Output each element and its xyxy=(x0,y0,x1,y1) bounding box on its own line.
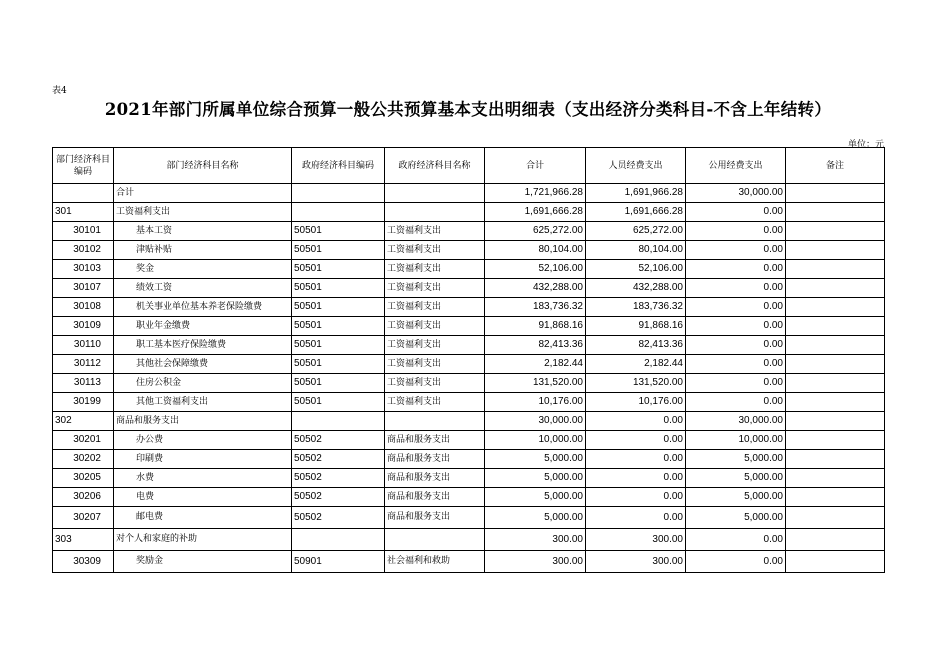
cell-dept-code: 30309 xyxy=(53,551,114,573)
cell-total: 10,176.00 xyxy=(485,393,586,412)
table-row xyxy=(53,260,885,279)
unit-label: 单位：元 xyxy=(847,140,884,150)
cell-remark xyxy=(786,298,885,317)
cell-gov-name: 商品和服务支出 xyxy=(385,469,485,488)
cell-gov-name: 工资福利支出 xyxy=(385,374,485,393)
table-row xyxy=(53,412,885,431)
cell-total: 432,288.00 xyxy=(485,279,586,298)
cell-dept-name: 基本工资 xyxy=(114,222,292,241)
cell-remark xyxy=(786,222,885,241)
cell-total: 300.00 xyxy=(485,551,586,573)
cell-dept-code: 30113 xyxy=(53,374,114,393)
cell-personnel: 131,520.00 xyxy=(586,374,686,393)
header-personnel: 人员经费支出 xyxy=(586,148,686,184)
cell-total: 82,413.36 xyxy=(485,336,586,355)
cell-gov-name: 工资福利支出 xyxy=(385,260,485,279)
cell-gov-code: 50501 xyxy=(292,393,385,412)
cell-total: 5,000.00 xyxy=(485,469,586,488)
cell-dept-code: 30109 xyxy=(53,317,114,336)
cell-total: 52,106.00 xyxy=(485,260,586,279)
cell-gov-name: 工资福利支出 xyxy=(385,393,485,412)
cell-gov-name: 工资福利支出 xyxy=(385,241,485,260)
cell-dept-code: 30112 xyxy=(53,355,114,374)
cell-total: 2,182.44 xyxy=(485,355,586,374)
cell-total: 625,272.00 xyxy=(485,222,586,241)
table-row xyxy=(53,469,885,488)
cell-gov-code: 50502 xyxy=(292,431,385,450)
cell-gov-name: 商品和服务支出 xyxy=(385,507,485,529)
cell-dept-name: 住房公积金 xyxy=(114,374,292,393)
cell-personnel: 1,691,966.28 xyxy=(586,184,686,203)
cell-dept-code: 30201 xyxy=(53,431,114,450)
cell-dept-code: 301 xyxy=(53,203,114,222)
cell-gov-name xyxy=(385,184,485,203)
cell-dept-name: 商品和服务支出 xyxy=(114,412,292,431)
cell-personnel: 0.00 xyxy=(586,450,686,469)
cell-remark xyxy=(786,507,885,529)
cell-gov-code xyxy=(292,529,385,551)
cell-gov-name xyxy=(385,529,485,551)
cell-dept-name: 印刷费 xyxy=(114,450,292,469)
cell-dept-code xyxy=(53,184,114,203)
cell-public: 5,000.00 xyxy=(686,450,786,469)
cell-dept-code: 303 xyxy=(53,529,114,551)
table-row xyxy=(53,374,885,393)
cell-public: 0.00 xyxy=(686,298,786,317)
cell-total: 183,736.32 xyxy=(485,298,586,317)
cell-total: 5,000.00 xyxy=(485,488,586,507)
cell-remark xyxy=(786,412,885,431)
cell-total: 300.00 xyxy=(485,529,586,551)
cell-gov-name: 商品和服务支出 xyxy=(385,488,485,507)
cell-remark xyxy=(786,469,885,488)
cell-personnel: 432,288.00 xyxy=(586,279,686,298)
cell-remark xyxy=(786,355,885,374)
cell-gov-name xyxy=(385,203,485,222)
cell-total: 91,868.16 xyxy=(485,317,586,336)
cell-personnel: 1,691,666.28 xyxy=(586,203,686,222)
cell-dept-name: 职工基本医疗保险缴费 xyxy=(114,336,292,355)
table-row xyxy=(53,355,885,374)
cell-public: 0.00 xyxy=(686,355,786,374)
table-row xyxy=(53,431,885,450)
cell-gov-name: 商品和服务支出 xyxy=(385,431,485,450)
cell-dept-code: 30101 xyxy=(53,222,114,241)
cell-gov-name: 工资福利支出 xyxy=(385,336,485,355)
cell-total: 1,691,666.28 xyxy=(485,203,586,222)
cell-gov-name: 工资福利支出 xyxy=(385,279,485,298)
cell-personnel: 625,272.00 xyxy=(586,222,686,241)
cell-gov-code: 50502 xyxy=(292,469,385,488)
cell-personnel: 82,413.36 xyxy=(586,336,686,355)
header-dept-code: 部门经济科目编码 xyxy=(53,148,114,184)
cell-total: 1,721,966.28 xyxy=(485,184,586,203)
cell-dept-name: 电费 xyxy=(114,488,292,507)
cell-gov-name: 工资福利支出 xyxy=(385,317,485,336)
header-gov-code: 政府经济科目编码 xyxy=(292,148,385,184)
cell-public: 0.00 xyxy=(686,317,786,336)
cell-personnel: 0.00 xyxy=(586,431,686,450)
budget-table xyxy=(52,147,885,573)
cell-dept-name: 合计 xyxy=(114,184,292,203)
header-total: 合计 xyxy=(485,148,586,184)
cell-public: 0.00 xyxy=(686,241,786,260)
cell-gov-name: 工资福利支出 xyxy=(385,222,485,241)
cell-remark xyxy=(786,336,885,355)
cell-public: 0.00 xyxy=(686,374,786,393)
cell-gov-name: 工资福利支出 xyxy=(385,298,485,317)
cell-dept-name: 其他社会保障缴费 xyxy=(114,355,292,374)
cell-remark xyxy=(786,279,885,298)
cell-gov-code: 50501 xyxy=(292,222,385,241)
table-row xyxy=(53,241,885,260)
cell-remark xyxy=(786,529,885,551)
cell-dept-name: 水费 xyxy=(114,469,292,488)
header-gov-name: 政府经济科目名称 xyxy=(385,148,485,184)
cell-dept-name: 邮电费 xyxy=(114,507,292,529)
cell-total: 10,000.00 xyxy=(485,431,586,450)
cell-dept-code: 30110 xyxy=(53,336,114,355)
table-row xyxy=(53,298,885,317)
cell-gov-code: 50502 xyxy=(292,450,385,469)
cell-dept-code: 30108 xyxy=(53,298,114,317)
cell-gov-code: 50502 xyxy=(292,488,385,507)
cell-total: 80,104.00 xyxy=(485,241,586,260)
cell-gov-name xyxy=(385,412,485,431)
header-remark: 备注 xyxy=(786,148,885,184)
cell-dept-code: 30206 xyxy=(53,488,114,507)
cell-personnel: 2,182.44 xyxy=(586,355,686,374)
cell-remark xyxy=(786,551,885,573)
table-number-label: 表4 xyxy=(52,86,67,96)
cell-gov-code xyxy=(292,184,385,203)
cell-personnel: 300.00 xyxy=(586,551,686,573)
table-header-row xyxy=(53,148,885,184)
cell-public: 0.00 xyxy=(686,529,786,551)
table-row xyxy=(53,488,885,507)
table-row xyxy=(53,529,885,551)
cell-personnel: 0.00 xyxy=(586,412,686,431)
cell-gov-code: 50501 xyxy=(292,336,385,355)
cell-dept-name: 奖金 xyxy=(114,260,292,279)
cell-remark xyxy=(786,374,885,393)
cell-remark xyxy=(786,203,885,222)
cell-dept-code: 30207 xyxy=(53,507,114,529)
cell-public: 10,000.00 xyxy=(686,431,786,450)
cell-remark xyxy=(786,317,885,336)
cell-total: 5,000.00 xyxy=(485,450,586,469)
table-row xyxy=(53,222,885,241)
cell-dept-name: 对个人和家庭的补助 xyxy=(114,529,292,551)
cell-dept-code: 302 xyxy=(53,412,114,431)
cell-public: 0.00 xyxy=(686,551,786,573)
cell-personnel: 0.00 xyxy=(586,507,686,529)
cell-public: 5,000.00 xyxy=(686,507,786,529)
cell-remark xyxy=(786,431,885,450)
cell-gov-code: 50501 xyxy=(292,279,385,298)
cell-gov-name: 商品和服务支出 xyxy=(385,450,485,469)
cell-public: 0.00 xyxy=(686,222,786,241)
table-row xyxy=(53,551,885,573)
cell-gov-code xyxy=(292,412,385,431)
cell-gov-name: 工资福利支出 xyxy=(385,355,485,374)
table-row xyxy=(53,317,885,336)
cell-dept-name: 职业年金缴费 xyxy=(114,317,292,336)
cell-dept-name: 其他工资福利支出 xyxy=(114,393,292,412)
table-row xyxy=(53,450,885,469)
cell-total: 5,000.00 xyxy=(485,507,586,529)
cell-remark xyxy=(786,184,885,203)
cell-public: 0.00 xyxy=(686,336,786,355)
table-row xyxy=(53,336,885,355)
cell-total: 30,000.00 xyxy=(485,412,586,431)
cell-public: 0.00 xyxy=(686,393,786,412)
header-public: 公用经费支出 xyxy=(686,148,786,184)
cell-public: 0.00 xyxy=(686,203,786,222)
cell-gov-code: 50501 xyxy=(292,260,385,279)
cell-dept-name: 津贴补贴 xyxy=(114,241,292,260)
cell-dept-code: 30199 xyxy=(53,393,114,412)
cell-total: 131,520.00 xyxy=(485,374,586,393)
cell-dept-code: 30205 xyxy=(53,469,114,488)
cell-personnel: 10,176.00 xyxy=(586,393,686,412)
cell-public: 0.00 xyxy=(686,279,786,298)
cell-personnel: 52,106.00 xyxy=(586,260,686,279)
cell-remark xyxy=(786,450,885,469)
table-body xyxy=(53,184,885,573)
header-dept-name: 部门经济科目名称 xyxy=(114,148,292,184)
cell-public: 5,000.00 xyxy=(686,469,786,488)
cell-gov-name: 社会福利和救助 xyxy=(385,551,485,573)
table-row xyxy=(53,279,885,298)
table-row xyxy=(53,507,885,529)
cell-personnel: 0.00 xyxy=(586,469,686,488)
cell-dept-code: 30103 xyxy=(53,260,114,279)
cell-remark xyxy=(786,393,885,412)
cell-dept-name: 办公费 xyxy=(114,431,292,450)
cell-personnel: 91,868.16 xyxy=(586,317,686,336)
cell-personnel: 183,736.32 xyxy=(586,298,686,317)
cell-gov-code: 50501 xyxy=(292,355,385,374)
cell-dept-name: 工资福利支出 xyxy=(114,203,292,222)
cell-gov-code: 50501 xyxy=(292,298,385,317)
cell-gov-code: 50501 xyxy=(292,241,385,260)
cell-gov-code: 50501 xyxy=(292,374,385,393)
cell-dept-code: 30107 xyxy=(53,279,114,298)
cell-personnel: 0.00 xyxy=(586,488,686,507)
cell-public: 30,000.00 xyxy=(686,184,786,203)
table-row xyxy=(53,203,885,222)
cell-gov-code xyxy=(292,203,385,222)
cell-dept-name: 奖励金 xyxy=(114,551,292,573)
cell-gov-code: 50901 xyxy=(292,551,385,573)
cell-personnel: 300.00 xyxy=(586,529,686,551)
cell-dept-code: 30102 xyxy=(53,241,114,260)
cell-gov-code: 50501 xyxy=(292,317,385,336)
cell-remark xyxy=(786,260,885,279)
table-row xyxy=(53,184,885,203)
page-title: 2021年部门所属单位综合预算一般公共预算基本支出明细表（支出经济分类科目-不含上年结转） xyxy=(104,100,832,119)
cell-dept-name: 机关事业单位基本养老保险缴费 xyxy=(114,298,292,317)
cell-public: 30,000.00 xyxy=(686,412,786,431)
cell-remark xyxy=(786,241,885,260)
table-row xyxy=(53,393,885,412)
cell-gov-code: 50502 xyxy=(292,507,385,529)
cell-dept-name: 绩效工资 xyxy=(114,279,292,298)
cell-remark xyxy=(786,488,885,507)
cell-personnel: 80,104.00 xyxy=(586,241,686,260)
cell-public: 0.00 xyxy=(686,260,786,279)
cell-public: 5,000.00 xyxy=(686,488,786,507)
cell-dept-code: 30202 xyxy=(53,450,114,469)
